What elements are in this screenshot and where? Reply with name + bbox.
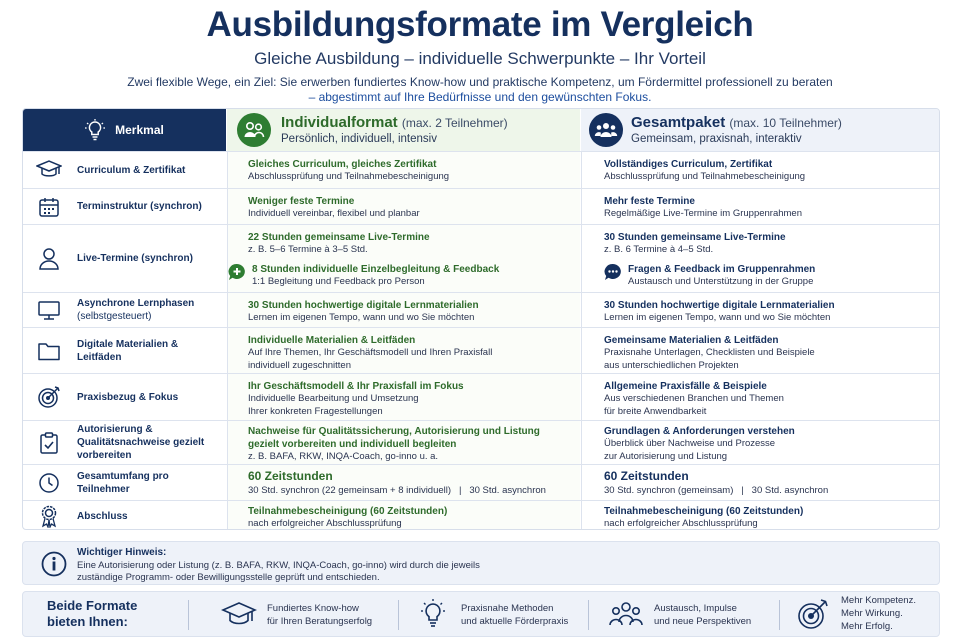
benefits-title-line-2: bieten Ihnen: [47,614,128,629]
individual-text-b: individuell zugeschnitten [248,359,351,371]
divider [398,600,399,630]
benefit-item [608,598,751,632]
folder-icon [35,337,63,365]
divider [188,600,189,630]
table-row [23,224,940,292]
important-note [22,541,940,585]
package-cell [581,421,940,464]
package-cell [581,189,940,224]
individual-heading: Ihr Geschäftsmodell & Ihr Praxisfall im Fokus [248,381,464,392]
table-header [23,109,940,151]
final-line-2: Mehr Wirkung. [841,608,903,619]
feature-cell [23,501,226,530]
package-cell [581,225,940,292]
award-icon [35,502,63,530]
individual-cell [227,225,580,292]
graduation-cap-icon [35,156,63,184]
feature-label: Autorisierung & Qualitätsnachweise gezielt vorbereiten [77,424,205,461]
individual-tagline: Persönlich, individuell, intensiv [281,132,437,145]
package-cell [581,501,940,530]
feature-cell [23,328,226,373]
benefit-line-1: Fundiertes Know-how [267,603,359,614]
benefit-line-2: und aktuelle Förderpraxis [461,616,569,627]
header [0,4,960,105]
intro-text [0,75,960,105]
header-feature-label: Merkmal [115,123,164,137]
note-line-1: Eine Autorisierung oder Listung (z. B. BAFA, RKW, INQA-Coach, go-inno) wird durch die jeweils [77,560,480,571]
table-row [23,188,940,224]
page-subtitle: Gleiche Ausbildung – individuelle Schwerpunkte – Ihr Vorteil [254,49,706,68]
benefit-item [221,598,372,632]
calendar-icon [35,193,63,221]
individual-cell [227,189,580,224]
feature-label: Live-Termine (synchron) [77,253,193,264]
package-cell [581,465,940,500]
intro-line-2: – abgestimmt auf Ihre Bedürfnisse und den gewünschten Fokus. [308,90,652,104]
package-cell [581,152,940,188]
package-heading: Mehr feste Termine [604,196,695,207]
individual-heading: Gleiches Curriculum, gleiches Zertifikat [248,159,437,170]
monitor-icon [35,296,63,324]
feature-cell [23,189,226,224]
feature-cell [23,374,226,420]
individual-text: Auf Ihre Themen, Ihr Geschäftsmodell und Ihren Praxisfall [248,347,493,358]
feature-label [77,297,222,323]
feature-cell [23,421,226,464]
benefit-item [415,598,568,632]
chat-bubble-icon [604,263,622,281]
individual-cell [227,465,580,500]
individual-text: z. B. BAFA, RKW, INQA-Coach, go-inno u. a. [248,451,439,462]
feature-label: Abschluss [77,510,128,522]
benefits-bar [22,591,940,637]
individual-heading: 22 Stunden gemeinsame Live-Termine [248,232,430,243]
package-text: 30 Std. synchron (gemeinsam) | 30 Std. asynchron [604,485,829,496]
target-icon [35,383,63,411]
table-row [23,464,940,500]
package-cell [581,374,940,420]
package-text-b: für breite Anwendbarkeit [604,405,707,417]
feature-cell [23,465,226,500]
package-text: Überblick über Nachweise und Prozesse [604,438,776,449]
lightbulb-icon [85,119,105,141]
final-line-3: Mehr Erfolg. [841,621,893,632]
package-tagline: Gemeinsam, praxisnah, interaktiv [631,132,802,145]
feature-cell [23,225,226,292]
table-row [23,420,940,464]
feature-cell [23,152,226,188]
individual-text-2: 1:1 Begleitung und Feedback pro Person [252,275,425,287]
package-cell [581,293,940,327]
comparison-table [22,108,940,530]
package-heading: Teilnahmebescheinigung (60 Zeitstunden) [604,506,804,517]
package-text: Regelmäßige Live-Termine im Gruppenrahmen [604,208,803,219]
benefits-title-line-1: Beide Formate [47,598,138,613]
individual-heading: Weniger feste Termine [248,196,355,207]
feature-label: Terminstruktur (synchron) [77,201,202,212]
individual-text: Individuelle Bearbeitung und Umsetzung [248,393,419,404]
package-text: Praxisnahe Unterlagen, Checklisten und Beispiele [604,347,815,358]
divider [588,600,589,630]
benefit-line-2: und neue Perspektiven [654,616,752,627]
feature-label-sub: (selbstgesteuert) [77,311,152,322]
target-icon [795,597,831,631]
individual-text: Lernen im eigenen Tempo, wann und wo Sie möchten [248,312,475,323]
individual-heading: 30 Stunden hochwertige digitale Lernmaterialien [248,300,479,311]
table-row [23,292,940,327]
plus-chat-icon [228,263,246,281]
package-text: z. B. 6 Termine à 4–5 Std. [604,244,714,255]
benefit-line-1: Praxisnahe Methoden [461,603,554,614]
benefit-final [795,594,916,633]
package-heading: 30 Stunden hochwertige digitale Lernmaterialien [604,300,835,311]
package-cell [581,328,940,373]
header-individual [227,109,580,151]
feature-label-main: Asynchrone Lernphasen [77,298,195,309]
table-row [23,327,940,373]
package-heading: Vollständiges Curriculum, Zertifikat [604,159,773,170]
individual-text-b: Ihrer konkreten Fragestellungen [248,405,383,417]
individual-limit: (max. 2 Teilnehmer) [401,115,508,130]
package-text-b: zur Autorisierung und Listung [604,450,728,462]
benefits-title [47,598,137,630]
individual-text: Abschlussprüfung und Teilnahmebescheinigung [248,171,450,182]
package-text-2: Austausch und Unterstützung in der Gruppe [628,275,814,287]
package-text: Abschlussprüfung und Teilnahmebescheinigung [604,171,806,182]
info-icon [41,551,67,577]
note-title: Wichtiger Hinweis: [77,547,167,558]
feature-label: Digitale Materialien & Leitfäden [77,338,179,363]
package-name: Gesamtpaket [631,113,726,131]
intro-line-1: Zwei flexible Wege, ein Ziel: Sie erwerben fundiertes Know-how und praktische Kompetenz, um Fördermittel professionell zu beraten [127,75,833,89]
individual-text: Individuell vereinbar, flexibel und planbar [248,208,420,219]
table-row [23,151,940,188]
benefit-line-1: Austausch, Impulse [654,603,737,614]
individual-heading: Nachweise für Qualitätssicherung, Autorisierung und Listung [248,426,540,437]
group-icon [589,113,623,147]
package-text: Lernen im eigenen Tempo, wann und wo Sie möchten [604,312,831,323]
individual-text: z. B. 5–6 Termine à 3–5 Std. [248,244,368,255]
individual-heading: 60 Zeitstunden [248,469,333,483]
final-line-1: Mehr Kompetenz. [841,595,916,606]
feature-label: Gesamtumfang pro Teilnehmer [77,470,169,495]
graduation-cap-icon [221,598,257,632]
individual-heading-b: gezielt vorbereiten und individuell begleiten [248,439,457,450]
package-text: nach erfolgreicher Abschlussprüfung [604,518,758,529]
individual-text: nach erfolgreicher Abschlussprüfung [248,518,402,529]
package-heading: 60 Zeitstunden [604,469,689,483]
package-text: Aus verschiedenen Branchen und Themen [604,393,784,404]
table-row [23,500,940,530]
individual-heading: Teilnahmebescheinigung (60 Zeitstunden) [248,506,448,517]
individual-text: 30 Std. synchron (22 gemeinsam + 8 individuell) | 30 Std. asynchron [248,485,546,496]
package-heading: Gemeinsame Materialien & Leitfäden [604,335,779,346]
package-heading-2: Fragen & Feedback im Gruppenrahmen [628,263,816,275]
group-icon [608,598,644,632]
individual-cell [227,501,580,530]
package-limit: (max. 10 Teilnehmer) [729,115,842,130]
page-title: Ausbildungsformate im Vergleich [206,5,754,44]
clipboard-check-icon [35,429,63,457]
header-package [581,109,940,151]
individual-cell [227,328,580,373]
divider [779,600,780,630]
table-row [23,373,940,420]
feature-cell [23,293,226,327]
header-feature [23,109,226,151]
individual-cell [227,421,580,464]
benefit-line-2: für Ihren Beratungserfolg [267,616,373,627]
person-icon [35,245,63,273]
package-text-b: aus unterschiedlichen Projekten [604,359,739,371]
package-heading: 30 Stunden gemeinsame Live-Termine [604,232,786,243]
lightbulb-icon [415,598,451,632]
individual-heading: Individuelle Materialien & Leitfäden [248,335,416,346]
two-people-icon [237,113,271,147]
individual-cell [227,374,580,420]
package-heading: Allgemeine Praxisfälle & Beispiele [604,381,767,392]
clock-icon [35,469,63,497]
individual-name: Individualformat [281,113,398,131]
individual-heading-2: 8 Stunden individuelle Einzelbegleitung & Feedback [252,263,500,275]
individual-cell [227,152,580,188]
note-text [77,560,597,584]
note-line-2: zuständige Programm- oder Bewilligungsstelle geprüft und entschieden. [77,572,380,583]
package-heading: Grundlagen & Anforderungen verstehen [604,426,795,437]
feature-label: Curriculum & Zertifikat [77,164,186,176]
feature-label: Praxisbezug & Fokus [77,391,179,403]
individual-cell [227,293,580,327]
